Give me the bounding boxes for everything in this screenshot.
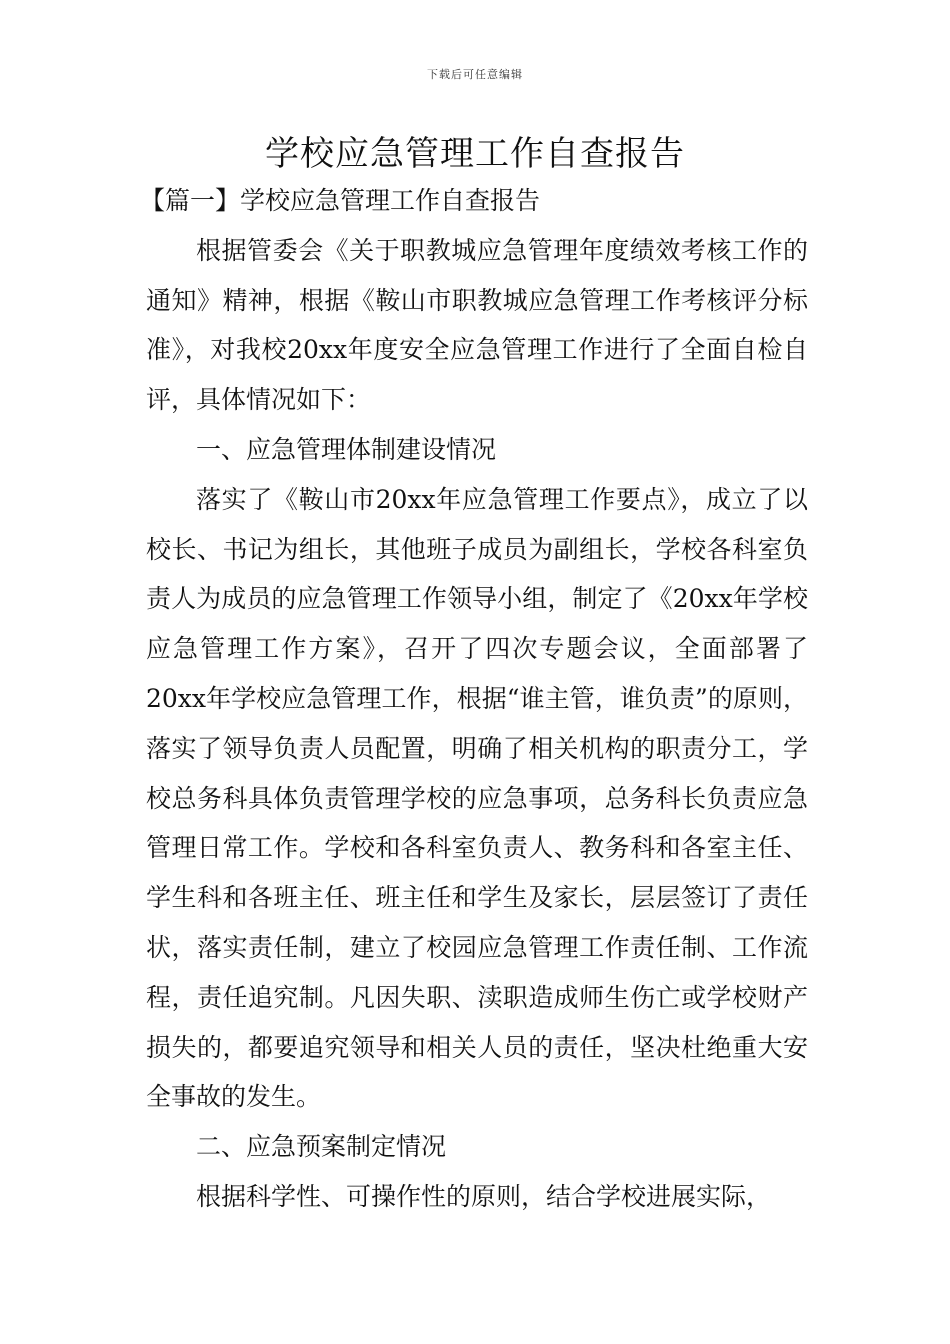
paragraph-plan: 根据科学性、可操作性的原则，结合学校进展实际， (196, 1181, 772, 1211)
section-heading-1: 一、应急管理体制建设情况 (196, 434, 497, 464)
paragraph-system: 落实了《鞍山市20xx年应急管理工作要点》，成立了以校长、书记为组长，其他班子成员为副组长，学校各科室负责人为成员的应急管理工作领导小组，制定了《20xx年学校应急管理工作方案》，召开了四次专题会议，全面部署了20xx年学校应急管理工作，根据“谁主管，谁负责”的原则，落实了领导负责人员配置，明确了相关机构的职责分工，学校总务科具体负责管理学校的应急事项，总务科长负责应急管理日常工作。学校和各科室负责人、教务科和各室主任、学生科和各班主任、班主任和学生及家长，层层签订了责任状，落实责任制，建立了校园应急管理工作责任制、工作流程，责任追究制。凡因失职、渎职造成师生伤亡或学校财产损失的，都要追究领导和相关人员的责任，坚决杜绝重大安全事故的发生。 (146, 484, 808, 1112)
section-subtitle: 【篇一】学校应急管理工作自查报告 (140, 186, 541, 215)
paragraph-intro: 根据管委会《关于职教城应急管理年度绩效考核工作的通知》精神，根据《鞍山市职教城应急管理工作考核评分标准》，对我校20xx年度安全应急管理工作进行了全面自检自评，具体情况如下： (146, 235, 808, 415)
header-note: 下载后可任意编辑 (427, 68, 523, 81)
document-body (140, 176, 808, 1222)
document-title: 学校应急管理工作自查报告 (265, 134, 685, 174)
section-heading-2: 二、应急预案制定情况 (196, 1132, 447, 1162)
